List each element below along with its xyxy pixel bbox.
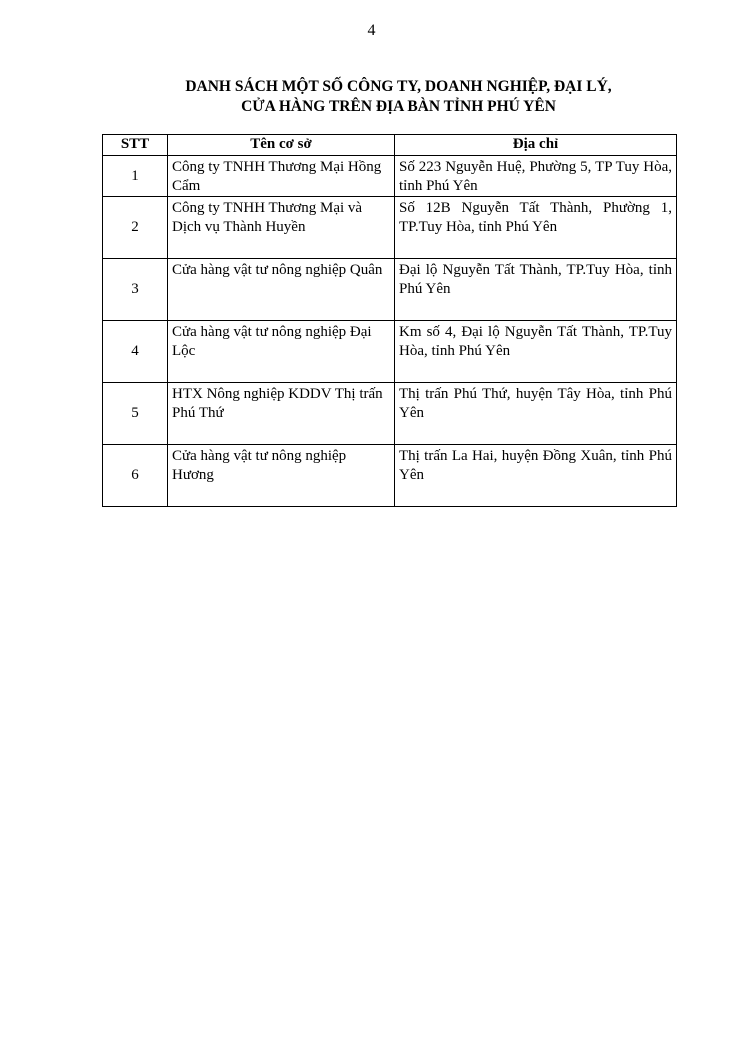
page-number: 4 (367, 22, 376, 39)
document-title (100, 77, 697, 117)
row-name: HTX Nông nghiệp KDDV Thị trấn Phú Thứ (168, 383, 395, 445)
row-name: Cửa hàng vật tư nông nghiệp Đại Lộc (168, 321, 395, 383)
table-row (103, 197, 677, 259)
header-name: Tên cơ sở (168, 135, 395, 156)
table-row (103, 383, 677, 445)
business-list-table (102, 134, 677, 507)
table-row (103, 321, 677, 383)
row-address: Km số 4, Đại lộ Nguyễn Tất Thành, TP.Tuy Hòa, tỉnh Phú Yên (395, 321, 677, 383)
row-address: Số 12B Nguyễn Tất Thành, Phường 1, TP.Tuy Hòa, tỉnh Phú Yên (395, 197, 677, 259)
header-stt: STT (103, 135, 168, 156)
row-stt: 5 (103, 383, 168, 445)
row-stt: 1 (103, 156, 168, 197)
table-row (103, 445, 677, 507)
title-line-2: CỬA HÀNG TRÊN ĐỊA BÀN TỈNH PHÚ YÊN (241, 98, 556, 115)
row-name: Công ty TNHH Thương Mại và Dịch vụ Thành Huyền (168, 197, 395, 259)
table-header-row (103, 135, 677, 156)
row-address: Thị trấn La Hai, huyện Đồng Xuân, tỉnh Phú Yên (395, 445, 677, 507)
title-line-1: DANH SÁCH MỘT SỐ CÔNG TY, DOANH NGHIỆP, ĐẠI LÝ, (185, 78, 612, 95)
row-stt: 2 (103, 197, 168, 259)
table-row (103, 259, 677, 321)
row-name: Cửa hàng vật tư nông nghiệp Hương (168, 445, 395, 507)
row-stt: 6 (103, 445, 168, 507)
table-row (103, 156, 677, 197)
row-stt: 4 (103, 321, 168, 383)
header-address: Địa chỉ (395, 135, 677, 156)
row-stt: 3 (103, 259, 168, 321)
row-name: Cửa hàng vật tư nông nghiệp Quân (168, 259, 395, 321)
row-address: Số 223 Nguyễn Huệ, Phường 5, TP Tuy Hòa, tỉnh Phú Yên (395, 156, 677, 197)
row-address: Đại lộ Nguyễn Tất Thành, TP.Tuy Hòa, tỉnh Phú Yên (395, 259, 677, 321)
row-name: Công ty TNHH Thương Mại Hồng Cẩm (168, 156, 395, 197)
row-address: Thị trấn Phú Thứ, huyện Tây Hòa, tỉnh Phú Yên (395, 383, 677, 445)
